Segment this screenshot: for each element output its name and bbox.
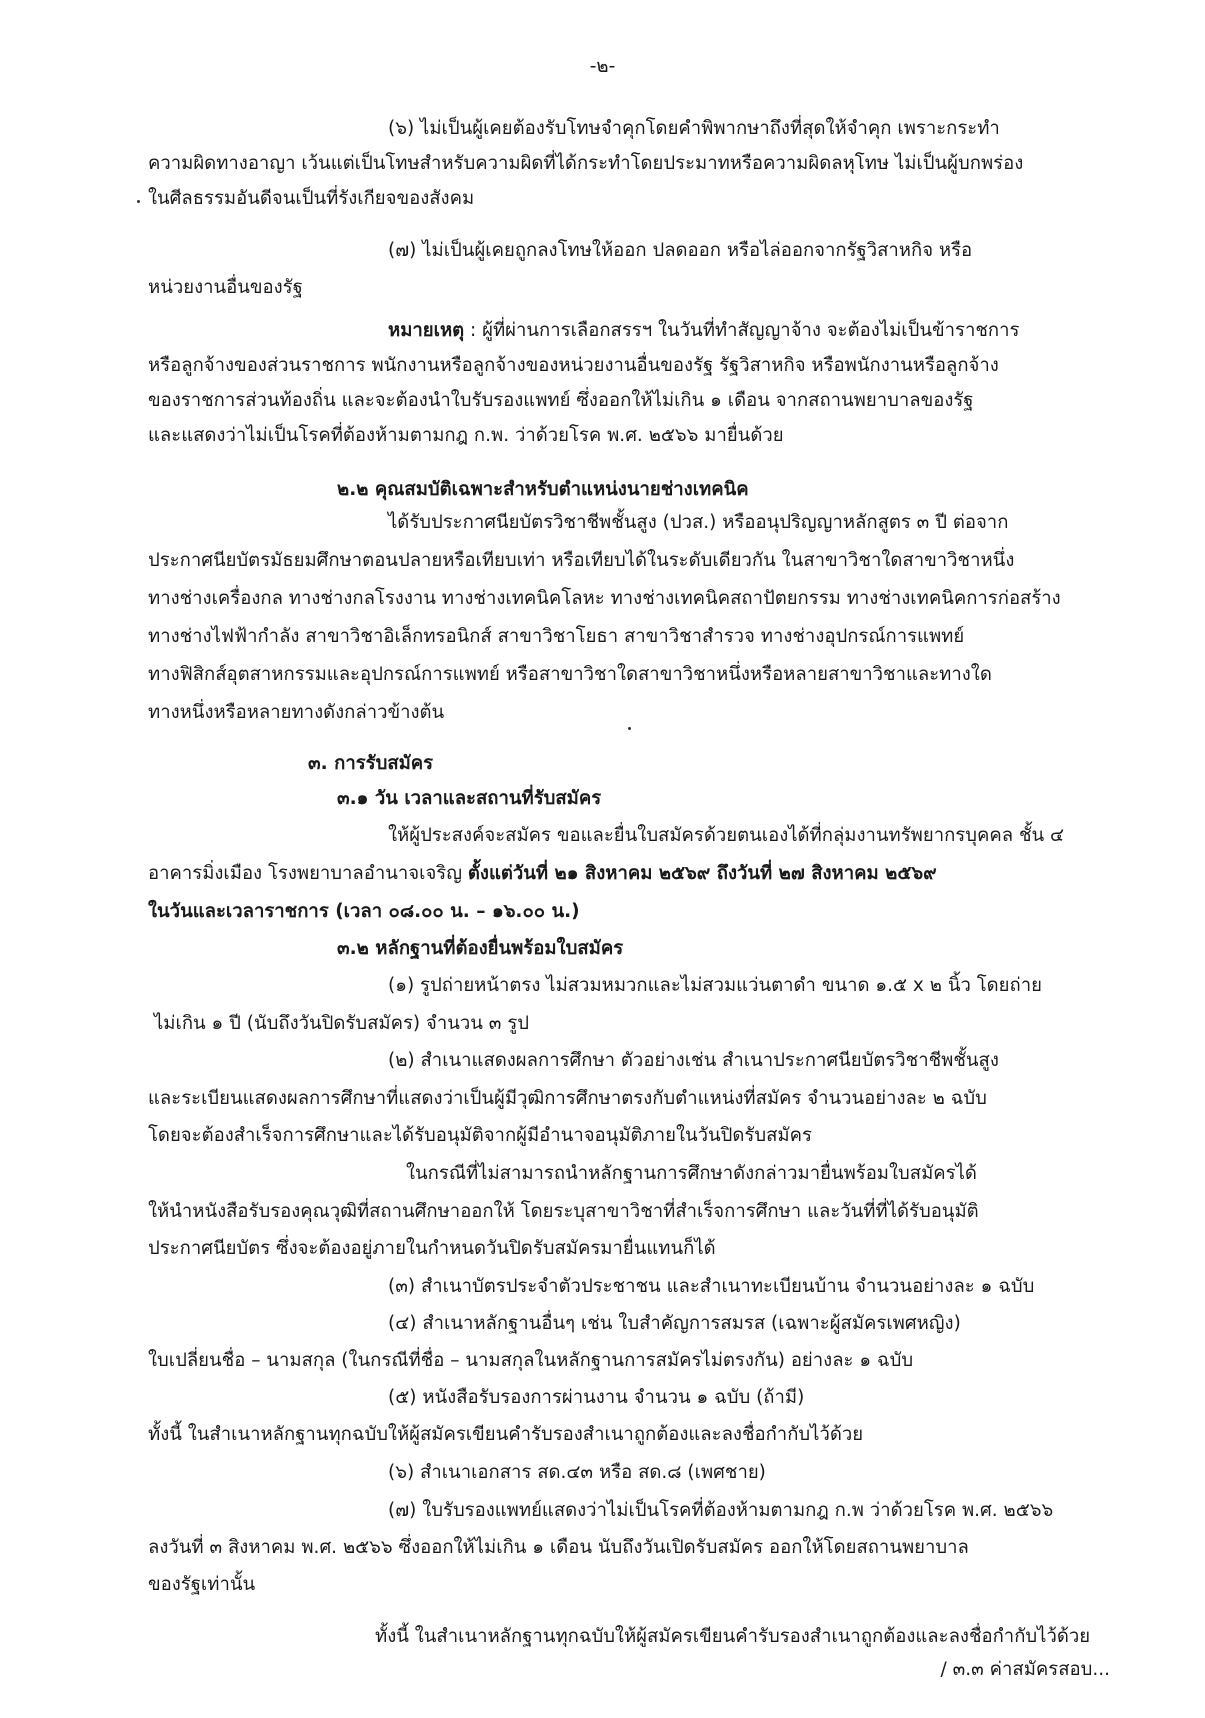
doc-4: (๔) สำเนาหลักฐานอื่นๆ เช่น ใบสำคัญการสมรส (เฉพาะผู้สมัครเพศหญิง) — [388, 1313, 961, 1334]
section-3-2-heading: ๓.๒ หลักฐานที่ต้องยื่นพร้อมใบสมัคร — [337, 938, 624, 959]
scan-speck — [137, 200, 140, 203]
doc-2: (๒) สำเนาแสดงผลการศึกษา ตัวอย่างเช่น สำเนาประกาศนียบัตรวิชาชีพชั้นสูง — [388, 1050, 999, 1071]
doc-2-case-3: ประกาศนียบัตร ซึ่งจะต้องอยู่ภายในกำหนดวันปิดรับสมัครมายื่นแทนก็ได้ — [148, 1238, 716, 1259]
section-2-2-line-3: ทางช่างเครื่องกล ทางช่างกลโรงงาน ทางช่างเทคนิคโลหะ ทางช่างเทคนิคสถาปัตยกรรม ทางช่างเทคนิคการก่อสร้าง — [148, 588, 1061, 609]
section-2-2-line-5: ทางฟิสิกส์อุตสาหกรรมและอุปกรณ์การแพทย์ หรือสาขาวิชาใดสาขาวิชาหนึ่งหรือหลายสาขาวิชาและทางใด — [148, 664, 992, 685]
item-7-cont: หน่วยงานอื่นของรัฐ — [148, 277, 303, 298]
doc-3: (๓) สำเนาบัตรประจำตัวประชาชน และสำเนาทะเบียนบ้าน จำนวนอย่างละ ๑ ฉบับ — [388, 1276, 1035, 1297]
note-line-3: ของราชการส่วนท้องถิ่น และจะต้องนำใบรับรองแพทย์ ซึ่งออกให้ไม่เกิน ๑ เดือน จากสถานพยาบาลของรัฐ — [148, 390, 974, 411]
item-6-cont-1: ความผิดทางอาญา เว้นแต่เป็นโทษสำหรับความผิดที่ได้กระทำโดยประมาทหรือความผิดลหุโทษ ไม่เป็นผู้บกพร่อง — [148, 153, 1024, 174]
office-hours: ในวันและเวลาราชการ (เวลา ๐๘.๐๐ น. – ๑๖.๐๐ น.) — [148, 901, 580, 922]
location-text: อาคารมิ่งเมือง โรงพยาบาลอำนาจเจริญ — [148, 863, 468, 884]
doc-1: (๑) รูปถ่ายหน้าตรง ไม่สวมหมวกและไม่สวมแว่นตาดำ ขนาด ๑.๕ x ๒ นิ้ว โดยถ่าย — [388, 975, 1042, 996]
note-line-4: และแสดงว่าไม่เป็นโรคที่ต้องห้ามตามกฎ ก.พ. ว่าด้วยโรค พ.ศ. ๒๕๖๖ มายื่นด้วย — [148, 425, 784, 446]
note-line-2: หรือลูกจ้างของส่วนราชการ พนักงานหรือลูกจ้างของหน่วยงานอื่นของรัฐ รัฐวิสาหกิจ หรือพนักงานหรือลูกจ้าง — [148, 355, 999, 376]
continued-marker: / ๓.๓ ค่าสมัครสอบ... — [940, 1659, 1110, 1680]
final-note: ทั้งนี้ ในสำเนาหลักฐานทุกฉบับให้ผู้สมัครเขียนคำรับรองสำเนาถูกต้องและลงชื่อกำกับไว้ด้วย — [375, 1626, 1091, 1647]
scan-speck — [628, 727, 631, 730]
doc-7-cont-1: ลงวันที่ ๓ สิงหาคม พ.ศ. ๒๕๖๖ ซึ่งออกให้ไม่เกิน ๑ เดือน นับถึงวันเปิดรับสมัคร ออกให้โดยสถานพยาบาล — [148, 1537, 969, 1558]
item-7: (๗) ไม่เป็นผู้เคยถูกลงโทษให้ออก ปลดออก หรือไล่ออกจากรัฐวิสาหกิจ หรือ — [388, 240, 973, 261]
doc-1-cont: ไม่เกิน ๑ ปี (นับถึงวันปิดรับสมัคร) จำนวน ๓ รูป — [154, 1013, 530, 1034]
doc-4-cont: ใบเปลี่ยนชื่อ – นามสกุล (ในกรณีที่ชื่อ – นามสกุลในหลักฐานการสมัครไม่ตรงกัน) อย่างละ ๑ ฉบับ — [148, 1350, 914, 1371]
doc-2-case-2: ให้นำหนังสือรับรองคุณวุฒิที่สถานศึกษาออกให้ โดยระบุสาขาวิชาที่สำเร็จการศึกษา และวันที่ที่ได้รับอนุมัติ — [148, 1201, 979, 1222]
section-2-2-line-1: ได้รับประกาศนียบัตรวิชาชีพชั้นสูง (ปวส.) หรืออนุปริญญาหลักสูตร ๓ ปี ต่อจาก — [388, 512, 1009, 533]
section-2-2-line-2: ประกาศนียบัตรมัธยมศึกษาตอนปลายหรือเทียบเท่า หรือเทียบได้ในระดับเดียวกัน ในสาขาวิชาใดสาขาวิชาหนึ่ง — [148, 550, 1015, 571]
section-2-2-line-4: ทางช่างไฟฟ้ากำลัง สาขาวิชาอิเล็กทรอนิกส์ สาขาวิชาโยธา สาขาวิชาสำรวจ ทางช่างอุปกรณ์การแพทย์ — [148, 626, 965, 647]
doc-7: (๗) ใบรับรองแพทย์แสดงว่าไม่เป็นโรคที่ต้องห้ามตามกฎ ก.พ ว่าด้วยโรค พ.ศ. ๒๕๖๖ — [388, 1500, 1054, 1521]
application-dates: ตั้งแต่วันที่ ๒๑ สิงหาคม ๒๕๖๙ ถึงวันที่ ๒๗ สิงหาคม ๒๕๖๙ — [467, 863, 937, 884]
section-3-heading: ๓. การรับสมัคร — [308, 753, 434, 774]
section-3-1-line-2 — [148, 860, 937, 888]
doc-2-case-1: ในกรณีที่ไม่สามารถนำหลักฐานการศึกษาดังกล่าวมายื่นพร้อมใบสมัครได้ — [406, 1163, 977, 1184]
item-6: (๖) ไม่เป็นผู้เคยต้องรับโทษจำคุกโดยคำพิพากษาถึงที่สุดให้จำคุก เพราะกระทำ — [388, 118, 1000, 139]
doc-5: (๕) หนังสือรับรองการผ่านงาน จำนวน ๑ ฉบับ (ถ้ามี) — [388, 1387, 805, 1408]
doc-2-cont-2: โดยจะต้องสำเร็จการศึกษาและได้รับอนุมัติจากผู้มีอำนาจอนุมัติภายในวันปิดรับสมัคร — [148, 1125, 812, 1146]
section-3-1-line-1: ให้ผู้ประสงค์จะสมัคร ขอและยื่นใบสมัครด้วยตนเองได้ที่กลุ่มงานทรัพยากรบุคคล ชั้น ๔ — [388, 825, 1065, 846]
note-line-1 — [388, 317, 1019, 345]
doc-6: (๖) สำเนาเอกสาร สด.๔๓ หรือ สด.๘ (เพศชาย) — [388, 1462, 766, 1483]
note-label: หมายเหตุ — [388, 320, 465, 341]
page-number: -๒- — [589, 56, 616, 77]
section-2-2-heading: ๒.๒ คุณสมบัติเฉพาะสำหรับตำแหน่งนายช่างเทคนิค — [337, 479, 749, 500]
note-text: : ผู้ที่ผ่านการเลือกสรรฯ ในวันที่ทำสัญญาจ้าง จะต้องไม่เป็นข้าราชการ — [464, 320, 1020, 341]
doc-2-cont-1: และระเบียนแสดงผลการศึกษาที่แสดงว่าเป็นผู้มีวุฒิการศึกษาตรงกับตำแหน่งที่สมัคร จำนวนอย่างละ ๒ ฉบับ — [148, 1088, 987, 1109]
section-3-1-heading: ๓.๑ วัน เวลาและสถานที่รับสมัคร — [337, 788, 602, 809]
section-2-2-line-6: ทางหนึ่งหรือหลายทางดังกล่าวข้างต้น — [148, 702, 445, 723]
item-6-cont-2: ในศีลธรรมอันดีจนเป็นที่รังเกียจของสังคม — [148, 188, 475, 209]
doc-5-note: ทั้งนี้ ในสำเนาหลักฐานทุกฉบับให้ผู้สมัครเขียนคำรับรองสำเนาถูกต้องและลงชื่อกำกับไว้ด้วย — [148, 1424, 864, 1445]
doc-7-cont-2: ของรัฐเท่านั้น — [148, 1574, 256, 1595]
